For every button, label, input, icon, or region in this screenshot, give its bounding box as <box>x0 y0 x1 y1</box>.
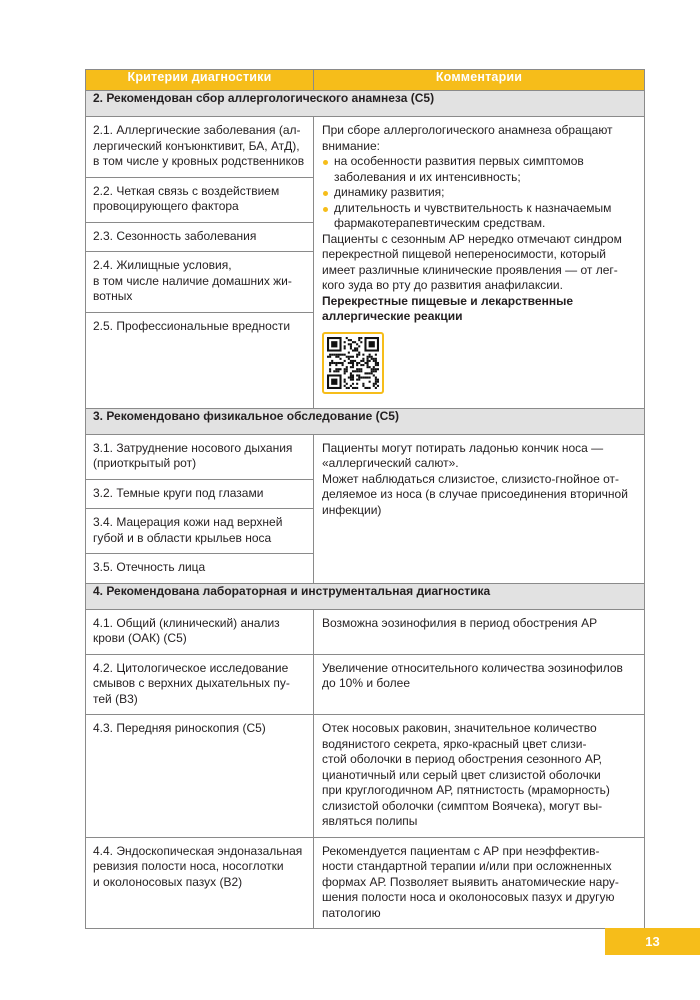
list-item <box>322 201 637 232</box>
text-line: водянистого секрета, ярко-красный цвет слизи- <box>322 736 587 751</box>
table-header-row <box>86 70 645 91</box>
text-line: цианотичный или серый цвет слизистой оболочки <box>322 767 601 782</box>
criterion-cell <box>86 609 314 654</box>
criterion-cell <box>86 715 314 838</box>
criterion-cell <box>86 509 314 554</box>
comment-cell <box>314 434 645 583</box>
table-row <box>86 837 645 929</box>
section-title: 4. Рекомендована лабораторная и инструментальная диагностика <box>86 583 645 609</box>
qr-code-icon <box>327 337 379 389</box>
text-line: Пациенты с сезонным АР нередко отмечают синдром <box>322 231 622 246</box>
text-line: (приоткрытый рот) <box>93 456 197 470</box>
header-criteria: Критерии диагностики <box>86 70 314 91</box>
text-line: 3.1. Затруднение носового дыхания <box>93 440 293 455</box>
text-line: имеет различные клинические проявления — от лег- <box>322 262 618 277</box>
text-line: внимание: <box>322 138 380 153</box>
section-row <box>86 408 645 434</box>
criterion-cell <box>86 252 314 313</box>
text-line: 4.2. Цитологическое исследование <box>93 660 289 675</box>
table-row <box>86 715 645 838</box>
comment-cell <box>314 609 645 654</box>
text-line: слизистой оболочки (симптом Воячека), могут вы- <box>322 798 603 813</box>
text-line: и околоносовых пазух (В2) <box>93 874 243 889</box>
criterion-cell <box>86 479 314 509</box>
text-line: Отек носовых раковин, значительное количество <box>322 721 597 735</box>
bullet-list <box>322 154 637 232</box>
text-line: губой и в области крыльев носа <box>93 530 272 545</box>
text-line: 4.4. Эндоскопическая эндоназальная <box>93 843 303 858</box>
text-line: Увеличение относительного количества эозинофилов <box>322 660 623 675</box>
text-line: деляемое из носа (в случае присоединения вторичной <box>322 487 628 501</box>
diagnostic-criteria-table <box>85 69 645 929</box>
criterion-cell <box>86 177 314 222</box>
text-line: Возможна эозинофилия в период обострения АР <box>322 615 598 630</box>
text-line: являться полипы <box>322 814 418 828</box>
criterion-cell <box>86 554 314 584</box>
text-line: динамику развития; <box>334 185 445 199</box>
table-row <box>86 434 645 479</box>
bold-link-text: аллергические реакции <box>322 309 463 323</box>
text-line: на особенности развития первых симптомов <box>334 154 584 168</box>
list-item <box>322 154 637 185</box>
criterion-cell <box>86 312 314 408</box>
text-line: провоцирующего фактора <box>93 199 239 213</box>
criterion-cell <box>86 654 314 715</box>
section-row <box>86 91 645 117</box>
table-row <box>86 654 645 715</box>
page-number-badge: 13 <box>605 928 700 955</box>
text-line: длительность и чувствительность к назначаемым <box>334 200 612 215</box>
qr-code-frame[interactable] <box>322 332 384 394</box>
text-line: фармакотерапевтическим средствам. <box>334 216 546 230</box>
text-line: вотных <box>93 289 133 303</box>
text-line: формах АР. Позволяет выявить анатомические нару- <box>322 874 619 889</box>
text-line: инфекции) <box>322 502 382 517</box>
text-line: заболевания и их интенсивность; <box>334 169 521 184</box>
table-row <box>86 609 645 654</box>
text-line: 3.5. Отечность лица <box>93 560 206 574</box>
comment-cell <box>314 837 645 929</box>
bold-link-text: Перекрестные пищевые и лекарственные <box>322 293 573 308</box>
text-line: до 10% и более <box>322 676 411 690</box>
text-line: стой оболочки в период обострения сезонного АР, <box>322 752 602 766</box>
text-line: крови (ОАК) (С5) <box>93 631 187 645</box>
comment-cell <box>314 654 645 715</box>
text-line: 2.4. Жилищные условия, <box>93 258 232 272</box>
text-line: 3.4. Мацерация кожи над верхней <box>93 515 283 529</box>
text-line: 2.2. Четкая связь с воздействием <box>93 183 280 198</box>
criterion-cell <box>86 117 314 178</box>
criterion-cell <box>86 837 314 929</box>
table-row <box>86 117 645 178</box>
section-title: 3. Рекомендовано физикальное обследование (С5) <box>86 408 645 434</box>
text-line: перекрестной пищевой непереносимости, который <box>322 247 606 261</box>
text-line: при круглогодичном АР, пятнистость (мраморность) <box>322 783 610 797</box>
section-row <box>86 583 645 609</box>
text-line: При сборе аллергологического анамнеза обращают <box>322 123 613 137</box>
text-line: патологию <box>322 905 381 920</box>
comment-cell <box>314 117 645 409</box>
text-line: 2.5. Профессиональные вредности <box>93 318 291 333</box>
criterion-cell <box>86 434 314 479</box>
list-item <box>322 185 637 201</box>
header-comments: Комментарии <box>314 70 645 91</box>
text-line: кого зуда во рту до развития анафилаксии. <box>322 278 563 292</box>
text-line: Пациенты могут потирать ладонью кончик носа — <box>322 440 604 455</box>
text-line: ревизия полости носа, носоглотки <box>93 859 284 873</box>
text-line: 4.1. Общий (клинический) анализ <box>93 615 280 630</box>
text-line: Рекомендуется пациентам с АР при неэффектив- <box>322 843 600 858</box>
text-line: «аллергический салют». <box>322 456 459 470</box>
text-line: тей (В3) <box>93 691 138 706</box>
comment-cell <box>314 715 645 838</box>
text-line: 2.1. Аллергические заболевания (ал- <box>93 123 301 137</box>
text-line: лергический конъюнктивит, БА, АтД), <box>93 138 300 153</box>
section-title: 2. Рекомендован сбор аллергологического анамнеза (С5) <box>86 91 645 117</box>
text-line: в том числе наличие домашних жи- <box>93 273 292 288</box>
text-line: ности стандартной терапии и/или при осложненных <box>322 859 612 873</box>
text-line: 2.3. Сезонность заболевания <box>93 228 257 243</box>
text-line: 4.3. Передняя риноскопия (С5) <box>93 721 266 735</box>
text-line: шения полости носа и околоносовых пазух и другую <box>322 890 615 904</box>
criterion-cell <box>86 222 314 252</box>
text-line: 3.2. Темные круги под глазами <box>93 485 264 500</box>
text-line: в том числе у кровных родственников <box>93 154 305 168</box>
text-line: смывов с верхних дыхательных пу- <box>93 676 290 690</box>
text-line: Может наблюдаться слизистое, слизисто-гнойное от- <box>322 471 619 486</box>
